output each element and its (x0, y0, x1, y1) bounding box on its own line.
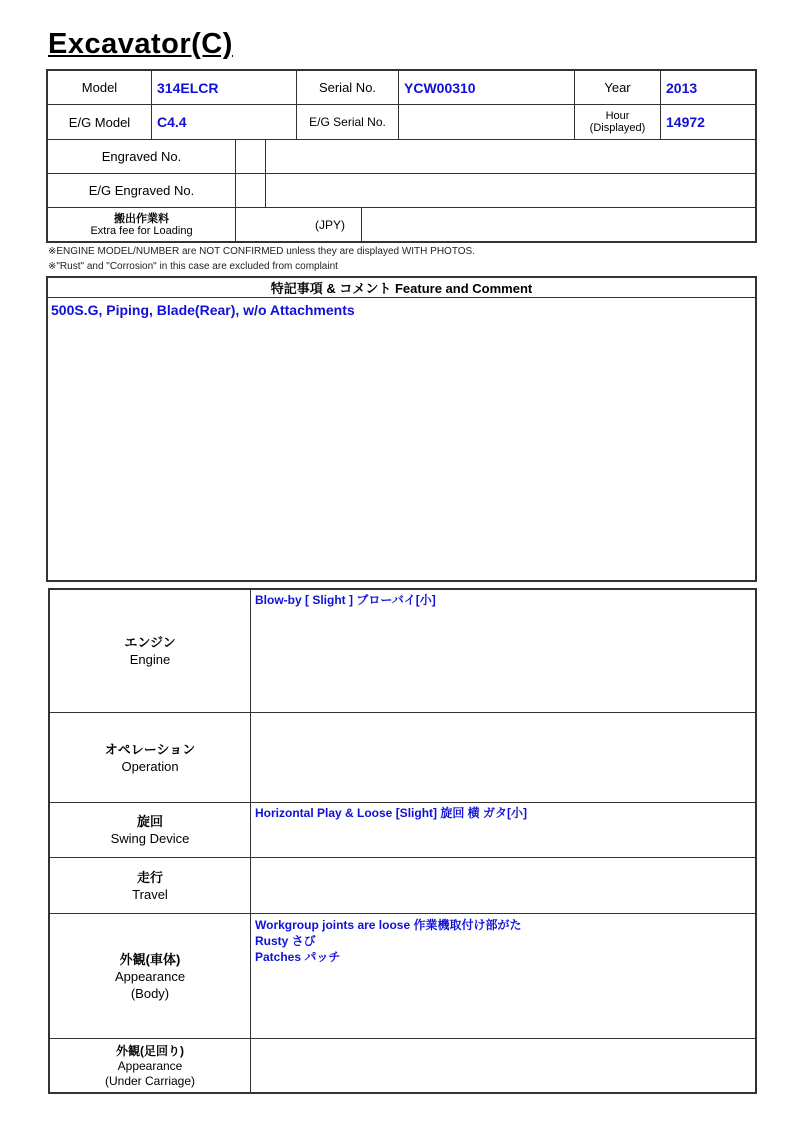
loading-fee-label-en: Extra fee for Loading (90, 225, 193, 237)
swing-label-en: Swing Device (110, 831, 190, 846)
feature-box (46, 276, 757, 582)
appearance-uc-label-jp: 外観(足回り) (116, 1043, 184, 1058)
eg-serial-value (399, 105, 574, 139)
swing-notes (255, 805, 527, 821)
engine-label-en: Engine (129, 652, 171, 667)
fee-unit: (JPY) (315, 218, 345, 232)
travel-label-jp: 走行 (136, 869, 163, 885)
travel-label-en: Travel (132, 886, 168, 902)
appearance-body-note-line: Patches パッチ (255, 950, 341, 964)
loading-fee-label-jp: 搬出作業料 (114, 213, 169, 225)
year-value: 2013 (666, 79, 698, 96)
swing-label (50, 803, 250, 857)
engine-label-jp: エンジン (124, 635, 176, 650)
engine-notes (255, 592, 436, 608)
page-title: Excavator(C) (48, 28, 233, 60)
feature-text: 500S.G, Piping, Blade(Rear), w/o Attachments (51, 302, 355, 318)
serial-value: YCW00310 (404, 79, 476, 96)
appearance-body-label-jp: 外観(車体) (119, 951, 181, 967)
serial-label: Serial No. (318, 80, 377, 95)
appearance-body-note-line: Workgroup joints are loose 作業機取付け部がた (255, 918, 522, 932)
eg-model-value: C4.4 (157, 114, 187, 130)
note-engine-confirm: ※ENGINE MODEL/NUMBER are NOT CONFIRMED unless they are displayed WITH PHOTOS. (48, 246, 475, 257)
hour-sublabel: (Displayed) (589, 122, 646, 134)
engine-note-line: Blow-by [ Slight ] ブローバイ[小] (255, 593, 436, 607)
year-label: Year (604, 80, 631, 95)
feature-header: 特記事項 & コメント Feature and Comment (270, 281, 533, 296)
travel-label (50, 858, 250, 913)
engine-label (50, 590, 250, 712)
eg-engraved-label: E/G Engraved No. (88, 183, 195, 198)
operation-label-jp: オペレーション (104, 741, 196, 757)
appearance-body-label (50, 914, 250, 1038)
appearance-body-notes (255, 917, 521, 965)
engraved-label: Engraved No. (101, 149, 182, 164)
appearance-body-note-line: Rusty さび (255, 934, 316, 948)
eg-model-label: E/G Model (68, 114, 131, 130)
loading-fee-label (48, 208, 235, 242)
appearance-uc-label-en2: (Under Carriage) (104, 1073, 196, 1088)
hour-value: 14972 (666, 114, 705, 130)
appearance-body-label-en: Appearance (114, 968, 186, 984)
swing-note-line: Horizontal Play & Loose [Slight] 旋回 横 ガタ[小] (255, 806, 528, 820)
operation-label-en: Operation (121, 758, 179, 774)
note-rust-excluded: ※"Rust" and "Corrosion" in this case are excluded from complaint (48, 261, 338, 272)
swing-label-jp: 旋回 (136, 814, 163, 829)
model-label: Model (81, 80, 118, 95)
appearance-uc-label (50, 1039, 250, 1093)
model-value: 314ELCR (157, 79, 219, 96)
eg-serial-label: E/G Serial No. (309, 115, 386, 129)
appearance-uc-label-en: Appearance (117, 1058, 183, 1073)
operation-label (50, 713, 250, 802)
appearance-body-label-en2: (Body) (130, 985, 170, 1001)
hour-label (575, 105, 660, 139)
hour-label-text: Hour (605, 110, 630, 122)
